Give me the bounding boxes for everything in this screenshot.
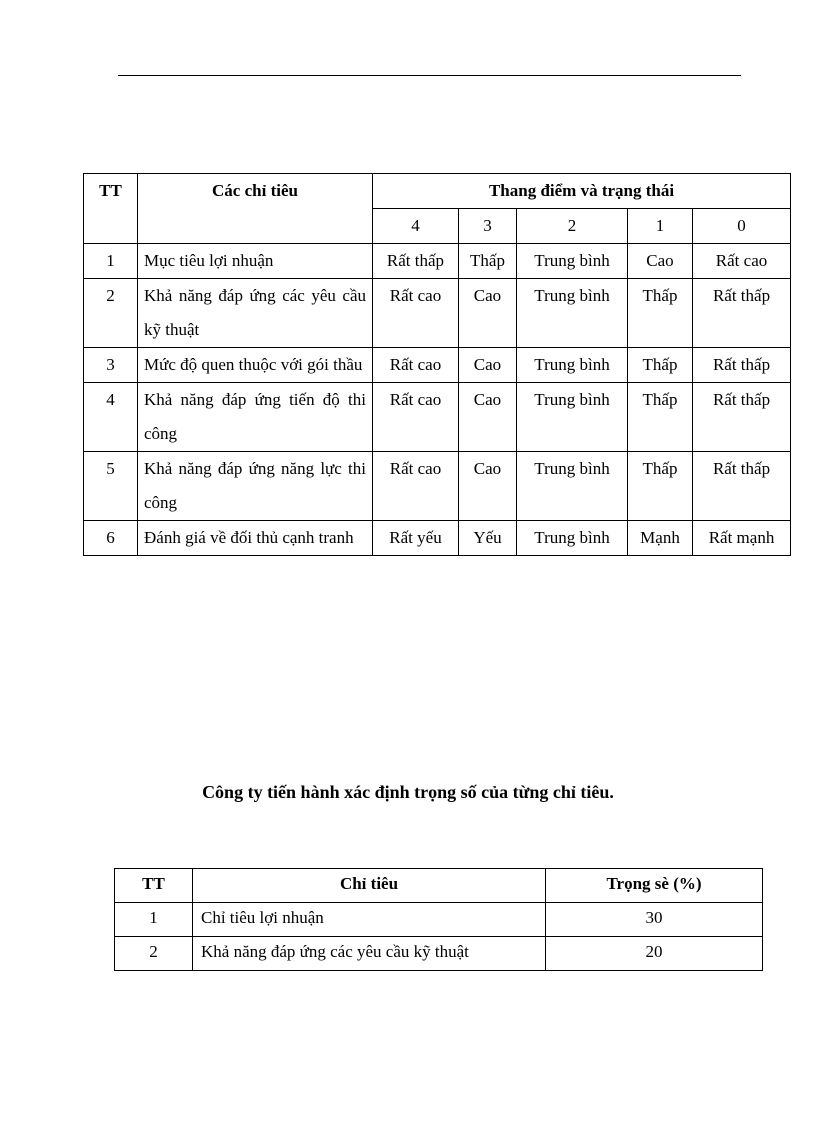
- header-rule-middle: [318, 75, 716, 76]
- score-header: 2: [517, 209, 628, 244]
- row-value: Trung bình: [517, 383, 628, 452]
- row-criteria: Mức độ quen thuộc với gói thầu: [138, 348, 373, 383]
- row-value: Trung bình: [517, 521, 628, 556]
- row-value: Rất cao: [373, 348, 459, 383]
- row-value: Rất cao: [373, 383, 459, 452]
- row-value: Trung bình: [517, 279, 628, 348]
- row-value: Yếu: [459, 521, 517, 556]
- row-criteria: Khả năng đáp ứng năng lực thi công: [138, 452, 373, 521]
- row-criteria: Đánh giá về đối thủ cạnh tranh: [138, 521, 373, 556]
- table-row: [115, 937, 763, 971]
- row-value: Cao: [459, 348, 517, 383]
- row-value: Rất cao: [373, 452, 459, 521]
- score-header: 0: [693, 209, 791, 244]
- weight-caption: Công ty tiến hành xác định trọng số của từng chỉ tiêu.: [202, 782, 614, 802]
- header-rule-left: [118, 75, 318, 76]
- row-value: Rất cao: [373, 279, 459, 348]
- header-criteria: Các chỉ tiêu: [138, 174, 373, 244]
- row-criteria: Khả năng đáp ứng tiến độ thi công: [138, 383, 373, 452]
- row-value: Rất thấp: [693, 279, 791, 348]
- row-number: 3: [84, 348, 138, 383]
- row-value: Rất thấp: [693, 383, 791, 452]
- row-value: Cao: [459, 383, 517, 452]
- row-weight: 30: [546, 903, 763, 937]
- row-value: Rất thấp: [693, 348, 791, 383]
- table-row: [84, 244, 791, 279]
- header-rule-right: [716, 75, 741, 76]
- row-value: Trung bình: [517, 348, 628, 383]
- table-header-row: [84, 174, 791, 209]
- score-header: 3: [459, 209, 517, 244]
- header-scale: Thang điểm và trạng thái: [373, 174, 791, 209]
- row-value: Rất thấp: [373, 244, 459, 279]
- row-number: 6: [84, 521, 138, 556]
- row-value: Thấp: [628, 348, 693, 383]
- table-row: [115, 903, 763, 937]
- row-number: 4: [84, 383, 138, 452]
- row-value: Thấp: [459, 244, 517, 279]
- row-criteria: Khả năng đáp ứng các yêu cầu kỹ thuật: [138, 279, 373, 348]
- row-value: Cao: [628, 244, 693, 279]
- row-value: Cao: [459, 279, 517, 348]
- score-header: 1: [628, 209, 693, 244]
- scoring-scale-table: [83, 173, 791, 556]
- row-value: Trung bình: [517, 244, 628, 279]
- header-tt: TT: [115, 869, 193, 903]
- row-value: Rất thấp: [693, 452, 791, 521]
- table-row: [84, 383, 791, 452]
- score-header: 4: [373, 209, 459, 244]
- row-number: 2: [84, 279, 138, 348]
- row-criteria: Chỉ tiêu lợi nhuận: [193, 903, 546, 937]
- row-number: 1: [84, 244, 138, 279]
- row-number: 5: [84, 452, 138, 521]
- row-value: Thấp: [628, 279, 693, 348]
- row-value: Trung bình: [517, 452, 628, 521]
- table-row: [84, 452, 791, 521]
- header-weight: Trọng sè (%): [546, 869, 763, 903]
- row-value: Rất cao: [693, 244, 791, 279]
- row-criteria: Khả năng đáp ứng các yêu cầu kỹ thuật: [193, 937, 546, 971]
- table-row: [84, 279, 791, 348]
- row-number: 1: [115, 903, 193, 937]
- header-criteria: Chỉ tiêu: [193, 869, 546, 903]
- weight-table: [114, 868, 763, 971]
- table-row: [84, 348, 791, 383]
- row-number: 2: [115, 937, 193, 971]
- table-header-row: [115, 869, 763, 903]
- row-criteria: Mục tiêu lợi nhuận: [138, 244, 373, 279]
- row-value: Thấp: [628, 383, 693, 452]
- row-value: Thấp: [628, 452, 693, 521]
- row-value: Cao: [459, 452, 517, 521]
- row-value: Rất yếu: [373, 521, 459, 556]
- table-row: [84, 521, 791, 556]
- row-value: Rất mạnh: [693, 521, 791, 556]
- row-value: Mạnh: [628, 521, 693, 556]
- row-weight: 20: [546, 937, 763, 971]
- header-tt: TT: [84, 174, 138, 244]
